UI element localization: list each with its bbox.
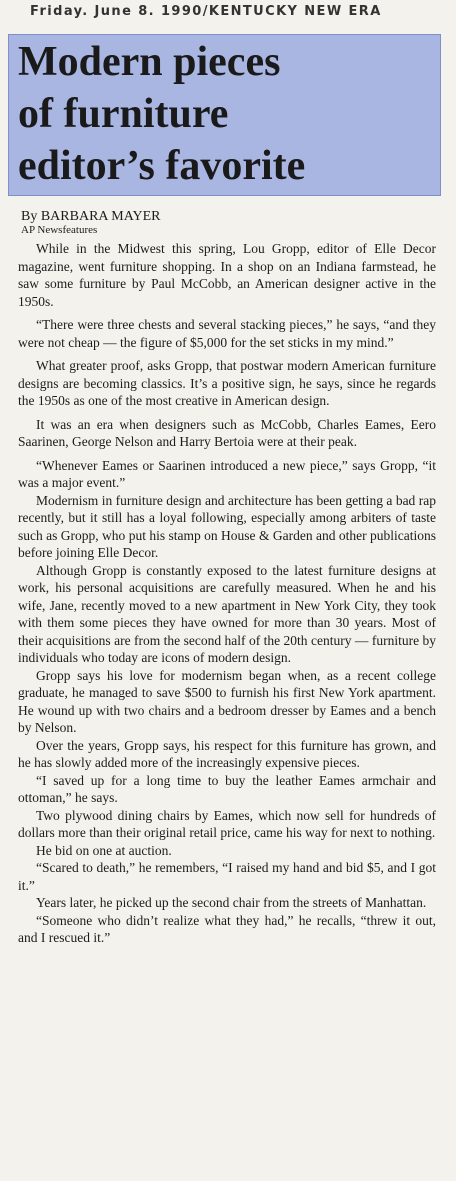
paragraph: “I saved up for a long time to buy the leather Eames armchair and ottoman,” he says. [18,772,436,805]
headline [18,36,438,192]
paragraph: Although Gropp is constantly exposed to the latest furniture designs at work, his personal acquisitions are carefully measured. When he and his wife, Jane, recently moved to a new apartment in New York City, they took with them some pieces they have owned for more than 30 years. Most of their acquisitions are from the second half of the 20th century — furniture by individuals who today are icons of modern design. [18,562,436,665]
headline-line-1: Modern pieces [18,39,281,85]
paragraph: He bid on one at auction. [36,842,172,858]
masthead-dateline: Friday. June 8. 1990/KENTUCKY NEW ERA [30,4,382,19]
paragraph: Years later, he picked up the second chair from the streets of Manhattan. [36,895,427,910]
paragraph: “Scared to death,” he remembers, “I raised my hand and bid $5, and I got it.” [18,860,436,893]
paragraph: “Whenever Eames or Saarinen introduced a new piece,” says Gropp, “it was a major event.” [18,457,436,490]
paragraph: What greater proof, asks Gropp, that postwar modern American furniture designs are becoming classics. It’s a positive sign, he says, since he regards the 1950s as one of the most creative in American design. [18,358,436,408]
paragraph: Gropp says his love for modernism began when, as a recent college graduate, he managed to save $500 to furnish his first New York apartment. He wound up with two chairs and a bedroom dresser by Eames and a bench by Nelson. [18,667,436,735]
paragraph: While in the Midwest this spring, Lou Gropp, editor of Elle Decor magazine, went furniture shopping. In a shop on an Indiana farmstead, he saw some furniture by Paul McCobb, an American designer active in the 1950s. [18,241,436,309]
paragraph: Modernism in furniture design and architecture has been getting a bad rap recently, but it still has a loyal following, especially among arbiters of taste such as Gropp, who put his stamp on House & Garden and other publications before joining Elle Decor. [18,492,436,560]
article-body [18,240,436,947]
paragraph: Over the years, Gropp says, his respect for this furniture has grown, and he has slowly added more of the increasingly expensive pieces. [18,737,436,770]
paragraph: “Someone who didn’t realize what they had,” he recalls, “threw it out, and I rescued it.” [18,912,436,945]
paragraph: Two plywood dining chairs by Eames, which now sell for hundreds of dollars more than their original retail price, came his way for next to nothing. [18,807,436,840]
headline-line-3: editor’s favorite [18,143,306,189]
news-agency: AP Newsfeatures [21,224,98,236]
byline: By BARBARA MAYER [21,209,161,224]
headline-line-2: of furniture [18,91,229,137]
paragraph: It was an era when designers such as McCobb, Charles Eames, Eero Saarinen, George Nelson and Harry Bertoia were at their peak. [18,416,436,449]
paragraph: “There were three chests and several stacking pieces,” he says, “and they were not cheap — the figure of $5,000 for the set sticks in my mind.” [18,317,436,350]
